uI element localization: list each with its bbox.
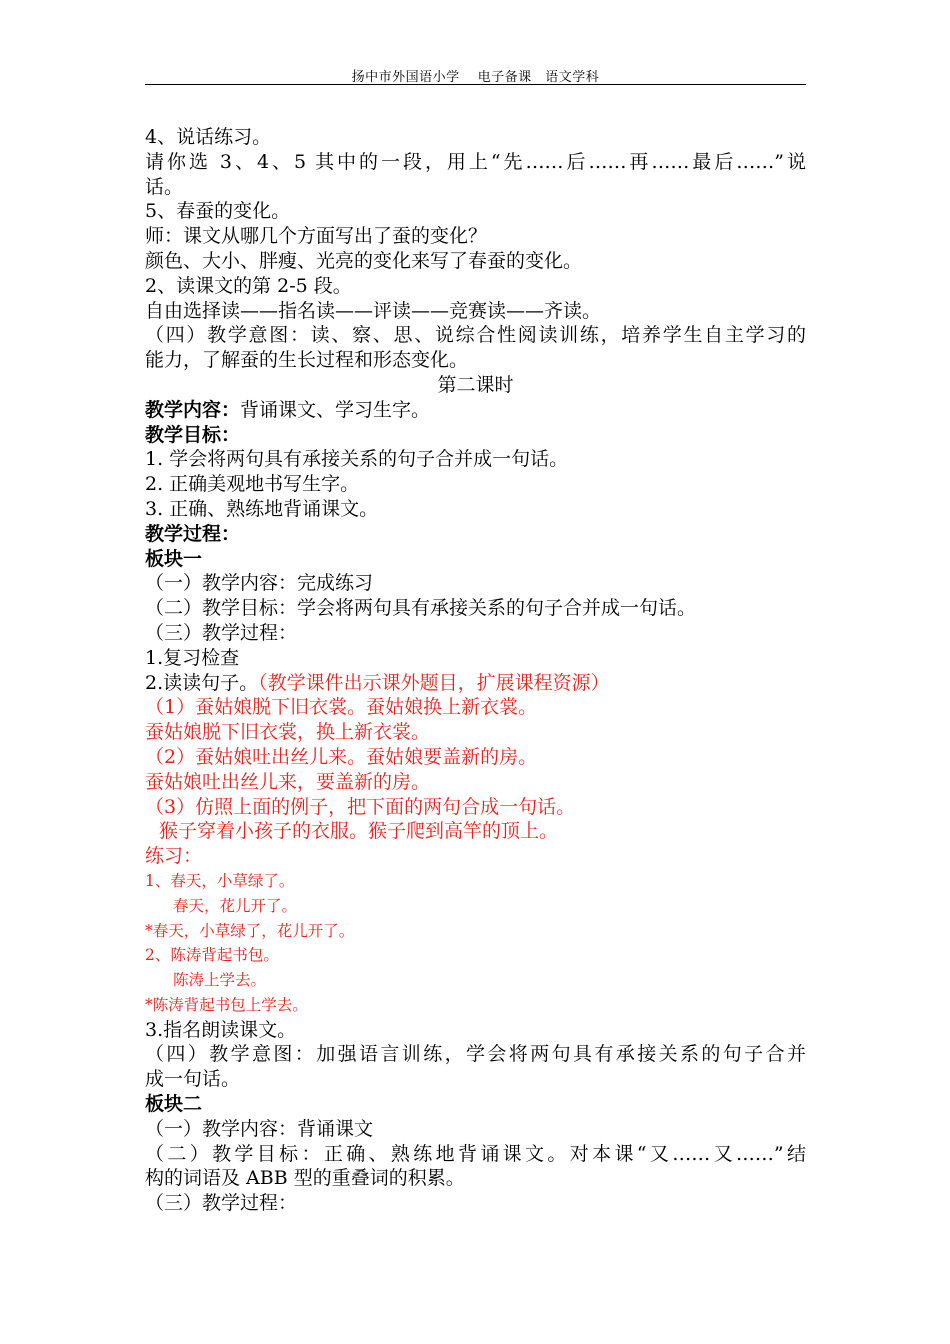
red-line: （3）仿照上面的例子，把下面的两句合成一句话。: [145, 795, 576, 818]
text-line: （一）教学内容：完成练习: [145, 572, 374, 595]
text-line: [145, 671, 806, 696]
page-header: 扬中市外国语小学 电子备课 语文学科: [351, 70, 600, 85]
text-line: （二）教学目标：正确、熟练地背诵课文。对本课“又……又……”结: [145, 1142, 806, 1165]
text-line: [145, 398, 806, 423]
text-line: 4、说话练习。: [145, 126, 272, 148]
text-line: （三）教学过程：: [145, 621, 298, 644]
text-line: 2、读课文的第 2-5 段。: [145, 274, 352, 297]
document-body: [145, 125, 806, 1216]
text-line: （三）教学过程：: [145, 1192, 298, 1215]
text-line: 3. 正确、熟练地背诵课文。: [145, 497, 379, 520]
text-line: 自由选择读——指名读——评读——竞赛读——齐读。: [145, 299, 602, 322]
red-line: 练习：: [145, 845, 203, 868]
text-line: 请你选 3、4、5 其中的一段，用上“先……后……再……最后……”说: [145, 150, 806, 173]
text-line: 5、春蚕的变化。: [145, 200, 291, 223]
red-line: *春天，小草绿了，花儿开了。: [145, 921, 355, 940]
heading: 教学目标：: [145, 423, 241, 446]
text-line: 成一句话。: [145, 1068, 241, 1091]
red-line: （2）蚕姑娘吐出丝儿来。蚕姑娘要盖新的房。: [145, 745, 538, 768]
heading: 教学过程：: [145, 522, 241, 545]
text-line: 构的词语及 ABB 型的重叠词的积累。: [145, 1167, 465, 1190]
red-line: 2、陈涛背起书包。: [145, 946, 279, 965]
text-line: 1. 学会将两句具有承接关系的句子合并成一句话。: [145, 448, 569, 471]
red-line: 1、春天，小草绿了。: [145, 871, 295, 890]
red-line: 蚕姑娘吐出丝儿来，要盖新的房。: [145, 770, 431, 793]
text-line: 话。: [145, 175, 184, 198]
red-line: *陈涛背起书包上学去。: [145, 995, 308, 1014]
red-line: 陈涛上学去。: [173, 971, 267, 990]
header-rule: [145, 84, 806, 85]
text-line: 2. 正确美观地书写生字。: [145, 473, 360, 496]
red-note: （教学课件出示课外题目，扩展课程资源）: [258, 671, 610, 694]
red-line: 春天，花儿开了。: [173, 896, 298, 915]
heading: 板块二: [145, 1093, 203, 1116]
heading: 板块一: [145, 547, 203, 570]
label-value: 背诵课文、学习生字。: [240, 398, 431, 421]
text-line: （二）教学目标：学会将两句具有承接关系的句子合并成一句话。: [145, 597, 697, 620]
text-line: 3.指名朗读课文。: [145, 1018, 297, 1041]
text-line: 师：课文从哪几个方面写出了蚕的变化？: [145, 225, 488, 248]
red-line: 猴子穿着小孩子的衣服。猴子爬到高竿的顶上。: [159, 820, 559, 843]
red-line: 蚕姑娘脱下旧衣裳，换上新衣裳。: [145, 721, 431, 744]
red-line: （1）蚕姑娘脱下旧衣裳。蚕姑娘换上新衣裳。: [145, 696, 538, 719]
text-line: 颜色、大小、胖瘦、光亮的变化来写了春蚕的变化。: [145, 249, 583, 272]
text-line: 1.复习检查: [145, 646, 240, 669]
text-line: （四）教学意图：读、察、思、说综合性阅读训练，培养学生自主学习的: [145, 324, 806, 347]
section-title: 第二课时: [437, 373, 514, 396]
text-span: 2.读读句子。: [145, 671, 259, 694]
text-line: （四）教学意图：加强语言训练，学会将两句具有承接关系的句子合并: [145, 1043, 806, 1066]
text-line: 能力，了解蚕的生长过程和形态变化。: [145, 349, 469, 372]
text-line: （一）教学内容：背诵课文: [145, 1117, 374, 1140]
label-bold: 教学内容：: [145, 398, 241, 421]
